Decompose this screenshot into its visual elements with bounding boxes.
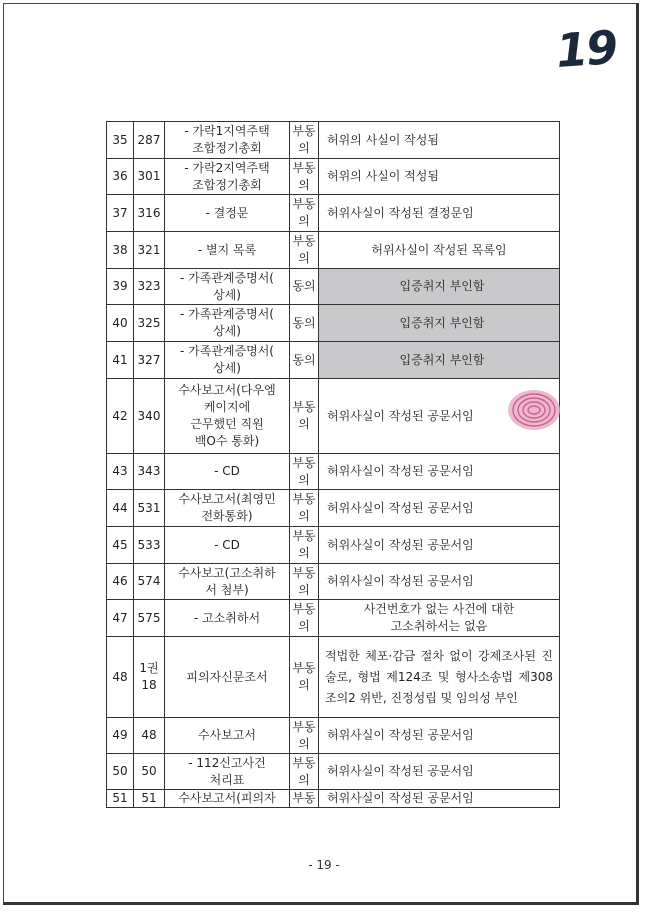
table-row <box>107 790 560 808</box>
handwritten-page-number: 19 <box>554 19 618 79</box>
table-row <box>107 527 560 564</box>
evidence-title: - CD <box>165 527 290 564</box>
page-reference: 340 <box>134 379 165 454</box>
opinion-reason: 입증취지 부인함 <box>319 269 560 305</box>
opinion-reason: 허위사실이 작성된 공문서임 <box>319 564 560 600</box>
page-reference: 1권 18 <box>134 637 165 718</box>
opinion-reason: 허위사실이 작성된 공문서임 <box>319 454 560 490</box>
table-row <box>107 564 560 600</box>
consent-status: 부동 의 <box>290 122 319 159</box>
consent-status: 부동 의 <box>290 637 319 718</box>
consent-status: 부동 의 <box>290 564 319 600</box>
table-row <box>107 122 560 159</box>
evidence-title: - 가족관계증명서( 상세) <box>165 342 290 379</box>
row-number: 44 <box>107 490 134 527</box>
opinion-reason: 허위사실이 작성된 공문서임 <box>319 790 560 808</box>
evidence-title: - 112신고사건 처리표 <box>165 754 290 790</box>
page-reference: 323 <box>134 269 165 305</box>
consent-status: 동의 <box>290 305 319 342</box>
consent-status: 부동 의 <box>290 490 319 527</box>
opinion-reason: 허위사실이 작성된 결정문임 <box>319 195 560 232</box>
table-row <box>107 195 560 232</box>
evidence-title: - 가족관계증명서( 상세) <box>165 305 290 342</box>
row-number: 40 <box>107 305 134 342</box>
opinion-reason: 입증취지 부인함 <box>319 342 560 379</box>
evidence-title: - 고소취하서 <box>165 600 290 637</box>
table-row <box>107 718 560 754</box>
evidence-title: 피의자신문조서 <box>165 637 290 718</box>
row-number: 38 <box>107 232 134 269</box>
page-reference: 575 <box>134 600 165 637</box>
evidence-opinion-table <box>106 121 560 808</box>
consent-status: 부동 의 <box>290 718 319 754</box>
page-reference: 531 <box>134 490 165 527</box>
row-number: 35 <box>107 122 134 159</box>
evidence-title: - 가족관계증명서( 상세) <box>165 269 290 305</box>
consent-status: 부동 의 <box>290 379 319 454</box>
fingerprint-seal <box>506 388 562 432</box>
table-row <box>107 305 560 342</box>
row-number: 49 <box>107 718 134 754</box>
row-number: 46 <box>107 564 134 600</box>
page-reference: 574 <box>134 564 165 600</box>
table-row <box>107 342 560 379</box>
opinion-reason: 허위사실이 작성된 목록임 <box>319 232 560 269</box>
page-reference: 48 <box>134 718 165 754</box>
opinion-reason: 허위의 사실이 작성됨 <box>319 122 560 159</box>
row-number: 45 <box>107 527 134 564</box>
opinion-reason: 허위의 사실이 적성됨 <box>319 159 560 195</box>
opinion-reason: 허위사실이 작성된 공문서임 <box>319 490 560 527</box>
row-number: 36 <box>107 159 134 195</box>
page-reference: 287 <box>134 122 165 159</box>
opinion-reason: 허위사실이 작성된 공문서임 <box>319 379 560 454</box>
table-row <box>107 454 560 490</box>
page-reference: 50 <box>134 754 165 790</box>
page-reference: 327 <box>134 342 165 379</box>
evidence-title: - CD <box>165 454 290 490</box>
table-row <box>107 159 560 195</box>
table-row <box>107 379 560 454</box>
evidence-title: 수사보고서(최영민 전화통화) <box>165 490 290 527</box>
opinion-reason: 사건번호가 없는 사건에 대한 고소취하서는 없음 <box>319 600 560 637</box>
consent-status: 부동 의 <box>290 527 319 564</box>
opinion-reason: 입증취지 부인함 <box>319 305 560 342</box>
opinion-reason: 허위사실이 작성된 공문서임 <box>319 527 560 564</box>
table-row <box>107 232 560 269</box>
table-row <box>107 600 560 637</box>
page-reference: 321 <box>134 232 165 269</box>
consent-status: 부동 의 <box>290 232 319 269</box>
consent-status: 동의 <box>290 342 319 379</box>
table-row <box>107 269 560 305</box>
opinion-reason: 허위사실이 작성된 공문서임 <box>319 754 560 790</box>
page-reference: 301 <box>134 159 165 195</box>
evidence-title: - 가락1지역주택 조합정기총회 <box>165 122 290 159</box>
consent-status: 부동 의 <box>290 195 319 232</box>
evidence-title: 수사보고(고소취하 서 첨부) <box>165 564 290 600</box>
footer-page-number: - 19 - <box>308 858 340 872</box>
evidence-title: - 가락2지역주택 조합정기총회 <box>165 159 290 195</box>
table-row <box>107 637 560 718</box>
row-number: 41 <box>107 342 134 379</box>
page-reference: 316 <box>134 195 165 232</box>
opinion-reason: 허위사실이 작성된 공문서임 <box>319 718 560 754</box>
page-reference: 325 <box>134 305 165 342</box>
consent-status: 부동 <box>290 790 319 808</box>
row-number: 48 <box>107 637 134 718</box>
consent-status: 부동 의 <box>290 600 319 637</box>
row-number: 50 <box>107 754 134 790</box>
consent-status: 부동 의 <box>290 454 319 490</box>
row-number: 43 <box>107 454 134 490</box>
table-row <box>107 754 560 790</box>
consent-status: 동의 <box>290 269 319 305</box>
row-number: 42 <box>107 379 134 454</box>
table-row <box>107 490 560 527</box>
page-reference: 343 <box>134 454 165 490</box>
evidence-title: - 별지 목록 <box>165 232 290 269</box>
row-number: 51 <box>107 790 134 808</box>
consent-status: 부동 의 <box>290 754 319 790</box>
evidence-title: - 결정문 <box>165 195 290 232</box>
row-number: 39 <box>107 269 134 305</box>
page-reference: 51 <box>134 790 165 808</box>
evidence-title: 수사보고서(피의자 <box>165 790 290 808</box>
evidence-title: 수사보고서(다우엠 케이지에 근무했던 직원 백O수 통화) <box>165 379 290 454</box>
evidence-title: 수사보고서 <box>165 718 290 754</box>
consent-status: 부동 의 <box>290 159 319 195</box>
page-reference: 533 <box>134 527 165 564</box>
row-number: 47 <box>107 600 134 637</box>
opinion-reason: 적법한 체포·감금 절차 없이 강제조사된 진술로, 형법 제124조 및 형사소송법 제308조의2 위반, 진정성립 및 임의성 부인 <box>319 637 560 718</box>
row-number: 37 <box>107 195 134 232</box>
